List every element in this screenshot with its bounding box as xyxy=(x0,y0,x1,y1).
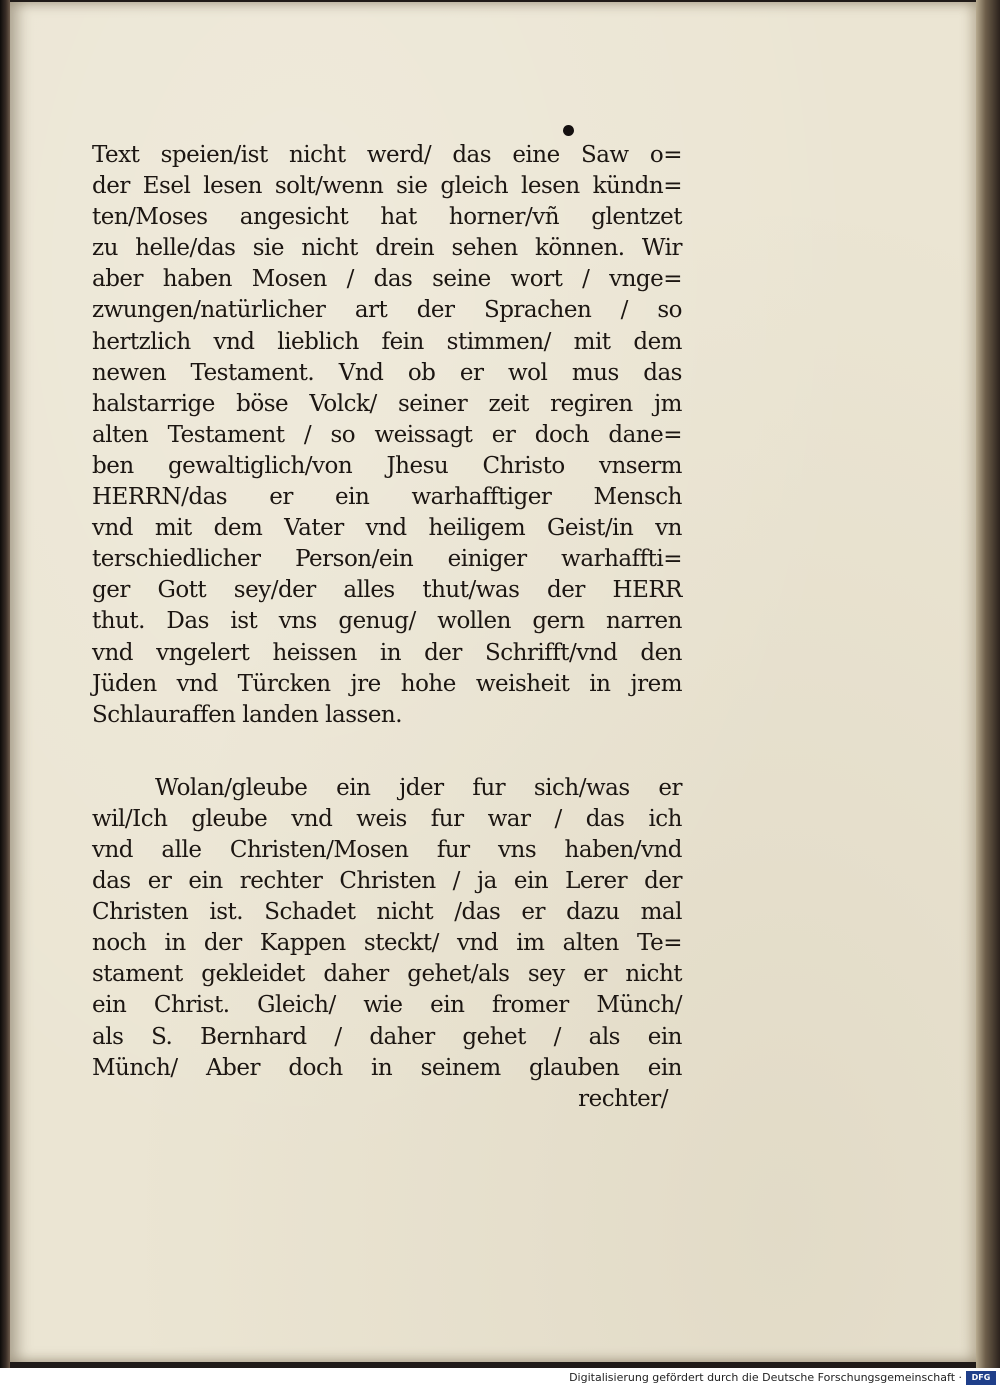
text-line: ein Christ. Gleich/ wie ein fromer Münch/ xyxy=(92,992,682,1019)
text-line: hertzlich vnd lieblich fein stimmen/ mit dem xyxy=(92,328,682,355)
text-line: vnd alle Christen/Mosen fur vns haben/vnd xyxy=(92,836,682,863)
text-line: ten/Moses angesicht hat horner/vñ glentzet xyxy=(92,204,682,231)
text-line: Text speien/ist nicht werd/ das eine Saw o= xyxy=(92,142,682,168)
text-line: vnd vngelert heissen in der Schrifft/vnd den xyxy=(92,639,682,666)
text-line: stament gekleidet daher gehet/als sey er nicht xyxy=(92,961,682,988)
page-marker-dot xyxy=(563,125,574,136)
text-line: Münch/ Aber doch in seinem glauben ein xyxy=(92,1054,682,1081)
dfg-logo: DFG xyxy=(966,1371,996,1385)
text-line: zu helle/das sie nicht drein sehen können. Wir xyxy=(92,235,682,262)
text-line: halstarrige böse Volck/ seiner zeit regiren jm xyxy=(92,390,682,417)
text-line: aber haben Mosen / das seine wort / vnge= xyxy=(92,266,682,293)
text-line: zwungen/natürlicher art der Sprachen / so xyxy=(92,297,682,324)
text-line: noch in der Kappen steckt/ vnd im alten Te= xyxy=(92,930,682,957)
text-line: ben gewaltiglich/von Jhesu Christo vnserm xyxy=(92,452,682,479)
page-edge xyxy=(976,0,1000,1368)
paragraph-1 xyxy=(92,140,682,731)
text-line: thut. Das ist vns genug/ wollen gern narren xyxy=(92,608,682,635)
text-line: alten Testament / so weissagt er doch dane= xyxy=(92,421,682,448)
paragraph-2 xyxy=(92,773,682,1115)
text-line: ger Gott sey/der alles thut/was der HERR xyxy=(92,577,682,604)
text-line: der Esel lesen solt/wenn sie gleich lesen kündn= xyxy=(92,173,682,200)
text-line: newen Testament. Vnd ob er wol mus das xyxy=(92,359,682,386)
catchword: rechter/ xyxy=(578,1085,668,1112)
text-line: Schlauraffen landen lassen. xyxy=(92,701,403,728)
funding-credit: Digitalisierung gefördert durch die Deutsche Forschungsgemeinschaft · xyxy=(569,1371,962,1384)
text-line: wil/Ich gleube vnd weis fur war / das ich xyxy=(92,805,682,832)
text-line: Wolan/gleube ein jder fur sich/was er xyxy=(155,774,682,801)
footer-bar xyxy=(0,1368,1000,1388)
book-spine xyxy=(0,0,10,1368)
text-line: terschiedlicher Person/ein einiger warhaffti= xyxy=(92,546,682,573)
text-line: HERRN/das er ein warhafftiger Mensch xyxy=(92,484,682,511)
text-line: Jüden vnd Türcken jre hohe weisheit in jrem xyxy=(92,670,682,697)
text-line: das er ein rechter Christen / ja ein Lerer der xyxy=(92,868,682,895)
text-line: Christen ist. Schadet nicht /das er dazu mal xyxy=(92,899,682,926)
text-line: vnd mit dem Vater vnd heiligem Geist/in vn xyxy=(92,515,682,542)
page-text xyxy=(92,140,682,1115)
text-line: als S. Bernhard / daher gehet / als ein xyxy=(92,1023,682,1050)
